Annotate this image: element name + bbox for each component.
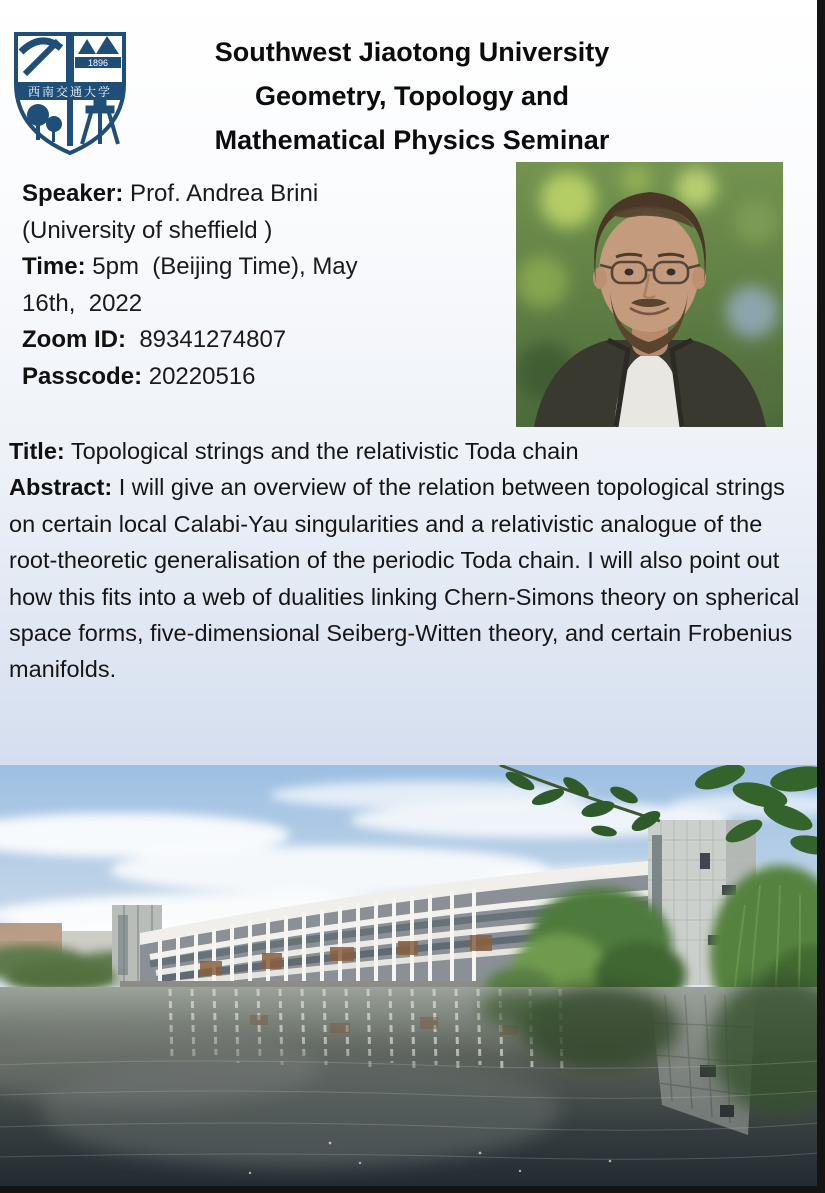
poster-title-line2: Geometry, Topology and [254, 81, 570, 111]
passcode-label: Passcode: [22, 362, 143, 390]
date-line [22, 286, 514, 323]
lake [0, 975, 818, 1187]
logo-university-name: 西南交通大学 [27, 85, 113, 99]
affiliation-line [22, 213, 514, 250]
left-eye [625, 269, 634, 276]
time-line [22, 249, 514, 286]
talk-abstract-label: Abstract: [9, 474, 113, 501]
logo-name-band [16, 82, 124, 100]
time-value: 5pm (Beijing Time), May [85, 253, 358, 280]
time-label: Time: [22, 253, 86, 280]
university-logo [8, 26, 132, 156]
logo-lower-divider [67, 100, 73, 146]
slide-edge-bottom [0, 1186, 825, 1193]
logo-cross-bar [66, 34, 74, 84]
talk-title-text: Topological strings and the relativistic Toda chain [64, 438, 579, 464]
talk-abstract [9, 469, 815, 687]
slide-edge-right [817, 0, 825, 1193]
date-value: 16th, 2022 [22, 289, 143, 317]
poster-title-line3: Mathematical Physics Seminar [214, 125, 610, 155]
passcode-value: 20220516 [142, 362, 256, 390]
poster-title-line1: Southwest Jiaotong University [214, 37, 610, 67]
affiliation-value: (University of sheffield ) [22, 216, 273, 244]
poster-title [138, 30, 686, 162]
talk-title [9, 433, 815, 469]
zoom-id-value: 89341274807 [125, 326, 287, 353]
zoom-id-label: Zoom ID: [22, 326, 126, 353]
campus-photo [0, 765, 818, 1187]
right-eye [667, 269, 676, 276]
talk-info [9, 433, 815, 688]
right-ear [692, 267, 706, 289]
passcode-line [22, 359, 514, 396]
speaker-label: Speaker: [22, 180, 124, 207]
talk-abstract-text: I will give an overview of the relation between topological strings on certain local Calabi-Yau singularities and a relativistic analogue of the root-theoretic generalisation of the periodic Toda chain. I will also point out how this fits into a web of dualities linking Chern-Simons theory on spherical space forms, five-dimensional Seiberg-Witten theory, and certain Frobenius manifolds. [9, 474, 806, 683]
speaker-value: Prof. Andrea Brini [123, 180, 319, 207]
zoom-id-line [22, 322, 514, 359]
talk-title-label: Title: [9, 438, 65, 464]
logo-year: 1896 [87, 58, 109, 68]
speaker-photo [516, 162, 783, 427]
speaker-line [22, 176, 514, 213]
seminar-details [22, 176, 514, 395]
